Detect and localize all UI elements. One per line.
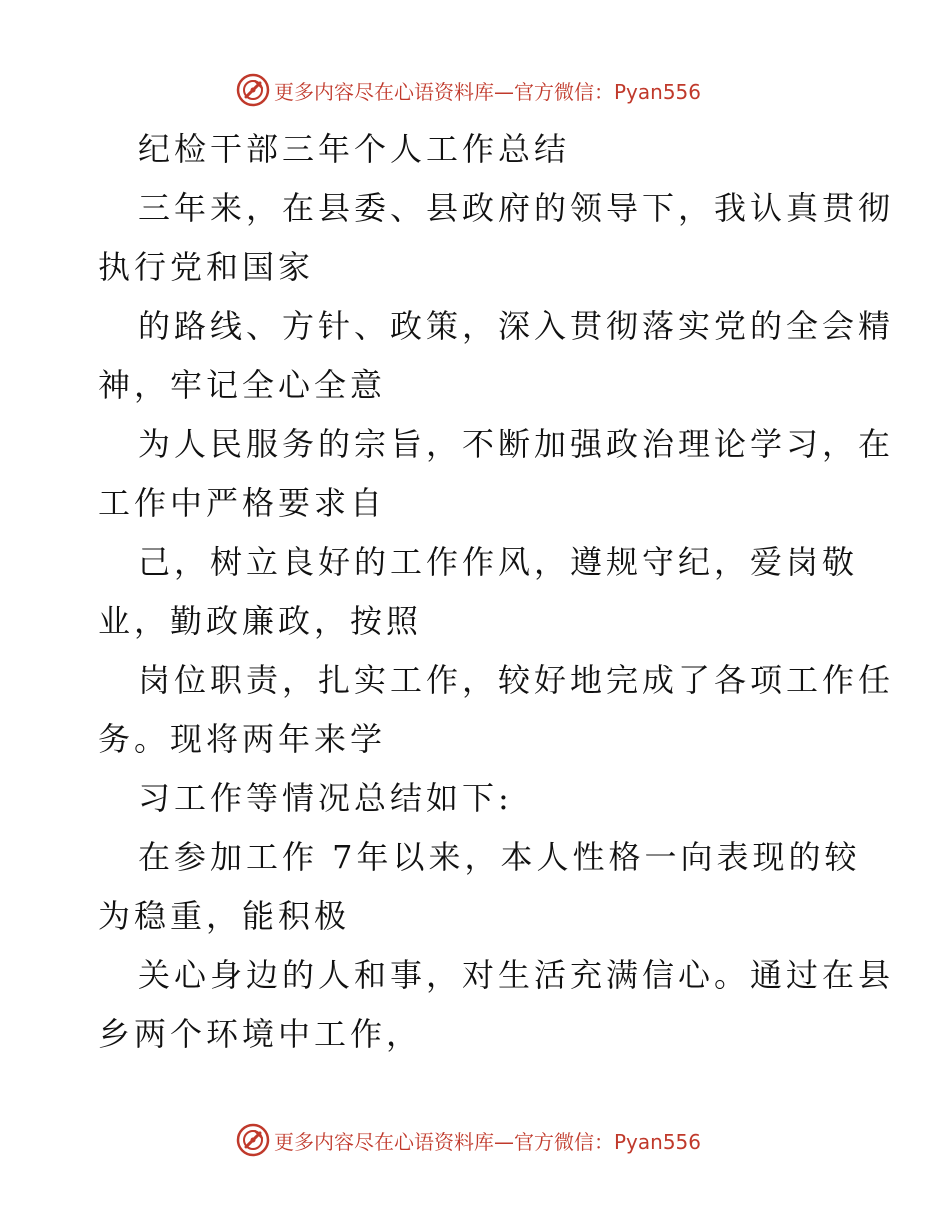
- text-line: 务。现将两年来学: [98, 720, 387, 758]
- watermark-text: 更多内容尽在心语资料库—官方微信：Pyan556: [274, 1129, 702, 1154]
- footer-watermark: [236, 1123, 701, 1157]
- text-line: 三年来，在县委、县政府的领导下，我认真贯彻: [138, 189, 895, 227]
- text-line: 习工作等情况总结如下:: [138, 779, 513, 817]
- header-watermark: [236, 73, 701, 107]
- text-line: 工作中严格要求自: [98, 484, 387, 522]
- text-line: 乡两个环境中工作，: [98, 1015, 423, 1053]
- text-line: 的路线、方针、政策，深入贯彻落实党的全会精: [138, 307, 895, 345]
- text-line: 为稳重，能积极: [98, 897, 351, 935]
- text-line: 岗位职责，扎实工作，较好地完成了各项工作任: [138, 661, 895, 699]
- text-line: 执行党和国家: [98, 248, 315, 286]
- document-body: [98, 120, 895, 1064]
- text-line: 己，树立良好的工作作风，遵规守纪，爱岗敬: [138, 543, 859, 581]
- text-line: 在参加工作 7年以来，本人性格一向表现的较: [138, 838, 861, 876]
- text-line: 为人民服务的宗旨，不断加强政治理论学习，在: [138, 425, 895, 463]
- text-line: 业，勤政廉政，按照: [98, 602, 423, 640]
- text-line: 关心身边的人和事，对生活充满信心。通过在县: [138, 956, 895, 994]
- document-title: 纪检干部三年个人工作总结: [138, 130, 571, 168]
- text-line: 神，牢记全心全意: [98, 366, 387, 404]
- red-seal-logo-icon: [236, 73, 270, 107]
- red-seal-logo-icon: [236, 1123, 270, 1157]
- watermark-text: 更多内容尽在心语资料库—官方微信：Pyan556: [274, 79, 702, 104]
